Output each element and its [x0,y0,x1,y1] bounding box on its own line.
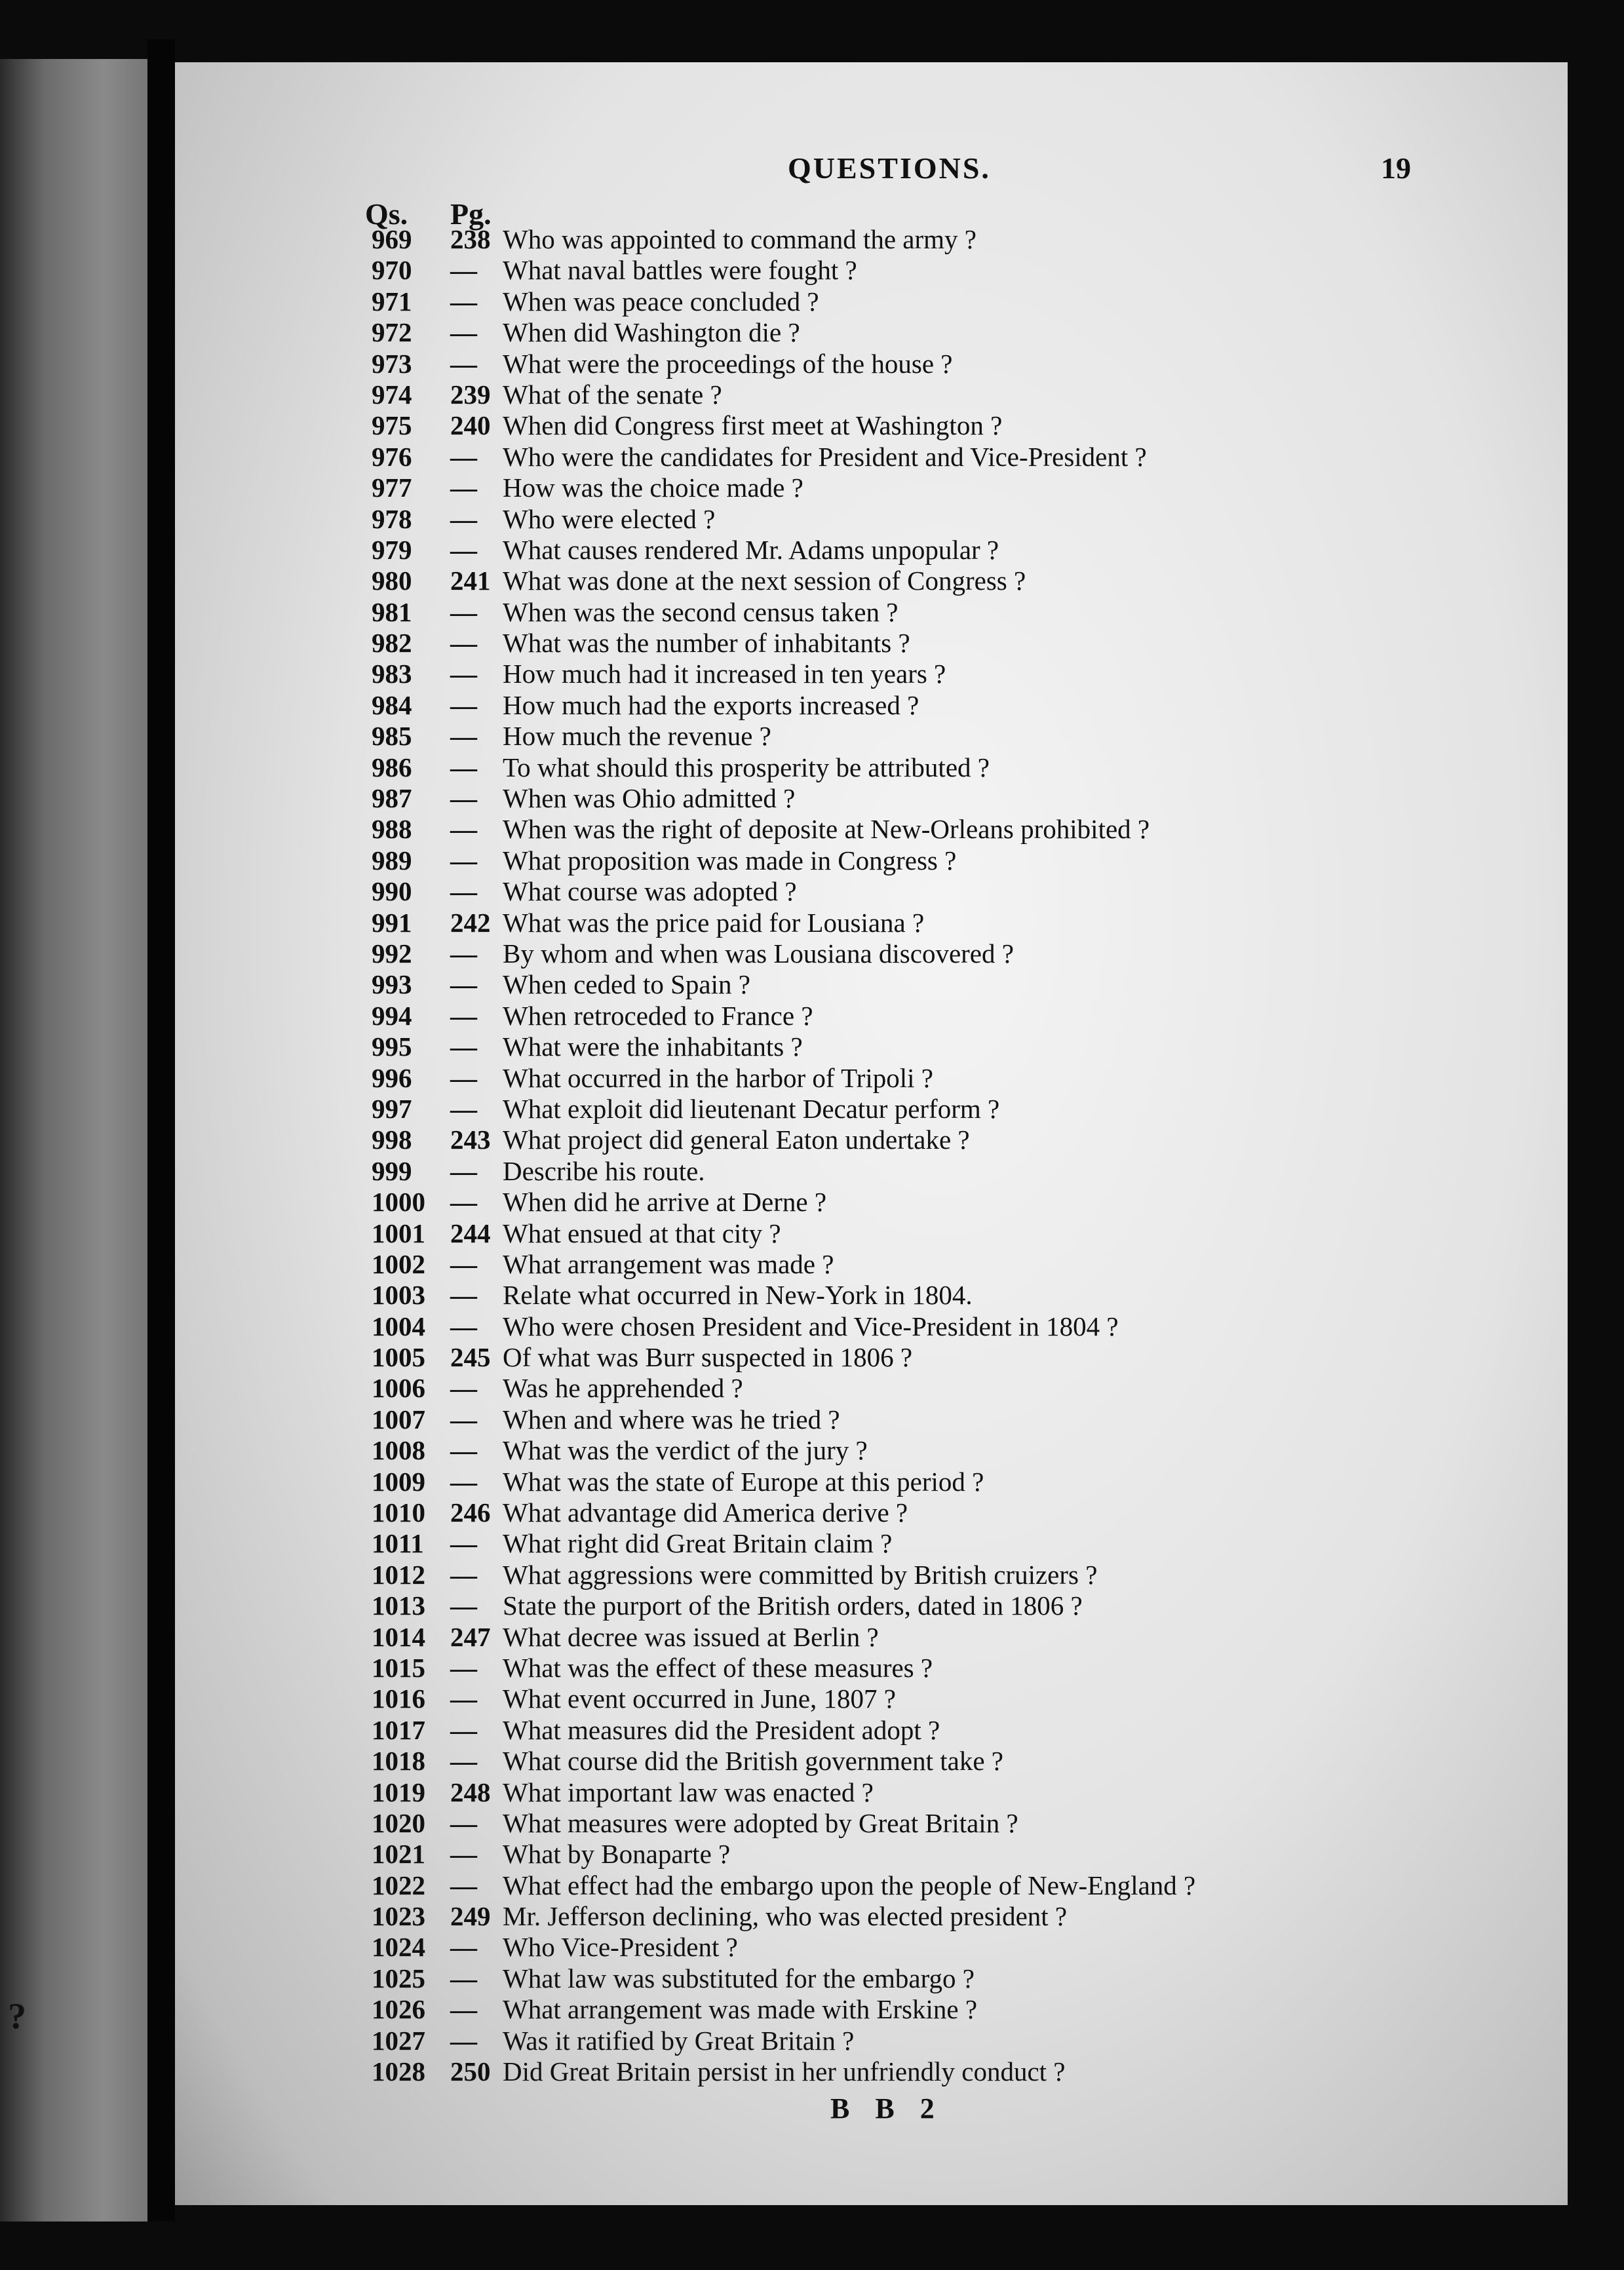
question-row [175,1311,1568,1342]
question-number: 973 [372,348,412,379]
question-number: 1028 [372,2056,425,2087]
page-reference: 244 [450,1218,491,1248]
page-reference: — [450,1311,477,1341]
question-row [175,1031,1568,1062]
page-reference: — [450,1000,477,1031]
question-number: 998 [372,1125,412,1155]
question-text: Who were the candidates for President and Vice-President ? [503,441,1147,472]
question-text: When did he arrive at Derne ? [503,1187,827,1218]
question-row [175,938,1568,969]
question-row [175,504,1568,535]
question-row [175,410,1568,441]
signature-mark: B B 2 [830,2092,944,2125]
question-text: What arrangement was made ? [503,1248,834,1279]
question-number: 970 [372,255,412,286]
question-text: What advantage did America derive ? [503,1497,908,1528]
question-row [175,535,1568,566]
page-reference: 239 [450,379,491,410]
question-text: What important law was enacted ? [503,1777,874,1807]
question-text: What decree was issued at Berlin ? [503,1621,879,1652]
page-reference: 246 [450,1497,491,1528]
question-number: 988 [372,814,412,845]
question-number: 989 [372,845,412,875]
question-number: 984 [372,689,412,720]
question-number: 991 [372,907,412,938]
page-reference: — [450,596,477,627]
question-text: What was the effect of these measures ? [503,1652,933,1683]
question-row [175,1715,1568,1746]
question-text: When retroceded to France ? [503,1000,813,1031]
question-number: 1006 [372,1373,425,1404]
question-text: What was the verdict of the jury ? [503,1435,868,1466]
question-text: What measures were adopted by Great Britain ? [503,1807,1018,1838]
question-number: 1010 [372,1497,425,1528]
question-number: 1014 [372,1621,425,1652]
page-reference: — [450,1652,477,1683]
question-row [175,472,1568,503]
page-number: 19 [1381,151,1411,185]
question-row [175,1001,1568,1031]
question-row [175,876,1568,907]
question-number: 976 [372,441,412,472]
question-number: 1018 [372,1746,425,1777]
question-row [175,1249,1568,1280]
question-text: How much had the exports increased ? [503,689,919,720]
question-row [175,969,1568,1000]
question-text: Who Vice-President ? [503,1932,738,1963]
page-reference: 240 [450,410,491,441]
question-number: 1004 [372,1311,425,1341]
question-text: What proposition was made in Congress ? [503,845,957,875]
question-row [175,1560,1568,1590]
question-text: What aggressions were committed by British cruizers ? [503,1559,1098,1590]
page-reference: — [450,1466,477,1497]
page-reference: — [450,1187,477,1218]
page-reference: — [450,689,477,720]
question-number: 985 [372,721,412,752]
question-number: 983 [372,659,412,689]
question-row [175,1156,1568,1187]
book-spine [147,39,175,2222]
question-number: 1023 [372,1901,425,1932]
question-text: When was the second census taken ? [503,596,899,627]
question-number: 1003 [372,1280,425,1311]
question-text: What law was substituted for the embargo ? [503,1963,975,1993]
page-reference: — [450,659,477,689]
question-number: 971 [372,286,412,317]
page-reference: — [450,1062,477,1093]
question-row [175,1590,1568,1621]
question-number: 1001 [372,1218,425,1248]
page-reference: — [450,1404,477,1434]
page-reference: — [450,1994,477,2025]
page-reference: — [450,472,477,503]
question-text: What effect had the embargo upon the people of New-England ? [503,1870,1196,1900]
question-text: What was the price paid for Lousiana ? [503,907,925,938]
question-text: When did Washington die ? [503,317,800,348]
page-reference: — [450,1435,477,1466]
question-text: Relate what occurred in New-York in 1804. [503,1280,973,1311]
question-number: 1002 [372,1248,425,1279]
question-row [175,1435,1568,1466]
question-text: Did Great Britain persist in her unfriendly conduct ? [503,2056,1066,2087]
page-reference: — [450,286,477,317]
question-row [175,1218,1568,1249]
question-text: Who was appointed to command the army ? [503,224,976,254]
question-row [175,1342,1568,1373]
question-text: What naval battles were fought ? [503,255,857,286]
question-number: 1005 [372,1342,425,1373]
question-row [175,783,1568,814]
question-row [175,1622,1568,1653]
question-number: 1026 [372,1994,425,2025]
page-reference: — [450,1714,477,1745]
page-reference: — [450,628,477,659]
page-reference: — [450,1963,477,1993]
previous-page-mark: ? [8,1996,26,2037]
question-number: 969 [372,224,412,254]
question-row [175,597,1568,628]
page-reference: — [450,876,477,907]
question-row [175,349,1568,379]
question-text: What of the senate ? [503,379,722,410]
page-reference: — [450,938,477,969]
question-row [175,1683,1568,1714]
page-reference: — [450,1248,477,1279]
question-row [175,1932,1568,1963]
question-text: To what should this prosperity be attributed ? [503,752,990,782]
page-reference: 242 [450,907,491,938]
question-number: 1017 [372,1714,425,1745]
question-number: 994 [372,1000,412,1031]
question-number: 995 [372,1031,412,1062]
question-text: When was the right of deposite at New-Orleans prohibited ? [503,814,1150,845]
question-row [175,255,1568,286]
question-text: What course was adopted ? [503,876,797,907]
question-number: 975 [372,410,412,441]
page-reference: 250 [450,2056,491,2087]
question-number: 1008 [372,1435,425,1466]
page-header [175,151,1568,203]
page-reference: — [450,1839,477,1870]
question-row [175,1467,1568,1497]
question-row [175,659,1568,689]
column-header-page: Pg. [450,197,492,231]
page-reference: 245 [450,1342,491,1373]
question-row [175,1497,1568,1528]
question-text: How much the revenue ? [503,721,771,752]
question-row [175,1404,1568,1435]
question-row [175,690,1568,721]
question-row [175,379,1568,410]
question-number: 1000 [372,1187,425,1218]
page-reference: — [450,441,477,472]
question-row [175,1187,1568,1218]
question-number: 1013 [372,1590,425,1621]
question-text: When and where was he tried ? [503,1404,840,1434]
question-row [175,1808,1568,1839]
question-text: How was the choice made ? [503,472,803,503]
page-reference: 243 [450,1125,491,1155]
page-reference: — [450,783,477,814]
question-number: 1022 [372,1870,425,1900]
page-reference: 241 [450,566,491,596]
question-text: When was Ohio admitted ? [503,783,796,814]
question-row [175,814,1568,845]
page-reference: — [450,1031,477,1062]
document-page [175,62,1568,2205]
question-number: 986 [372,752,412,782]
question-text: Who were elected ? [503,503,716,534]
page-reference: — [450,814,477,845]
page-reference: — [450,1746,477,1777]
page-reference: 238 [450,224,491,254]
question-row [175,1901,1568,1932]
question-row [175,1094,1568,1125]
question-text: What measures did the President adopt ? [503,1714,940,1745]
question-row [175,1653,1568,1683]
question-number: 1020 [372,1807,425,1838]
question-text: Was it ratified by Great Britain ? [503,2025,855,2056]
question-text: When did Congress first meet at Washington ? [503,410,1003,441]
question-number: 992 [372,938,412,969]
question-number: 979 [372,534,412,565]
page-reference: — [450,1870,477,1900]
question-number: 1024 [372,1932,425,1963]
question-text: What right did Great Britain claim ? [503,1528,893,1559]
question-number: 999 [372,1155,412,1186]
question-row [175,2026,1568,2056]
question-row [175,224,1568,255]
page-reference: — [450,1559,477,1590]
question-text: Mr. Jefferson declining, who was elected president ? [503,1901,1068,1932]
question-text: What course did the British government take ? [503,1746,1003,1777]
question-text: What was the number of inhabitants ? [503,628,910,659]
page-reference: — [450,845,477,875]
question-row [175,442,1568,472]
page-reference: 248 [450,1777,491,1807]
question-number: 993 [372,969,412,1000]
page-reference: — [450,1373,477,1404]
question-row [175,1063,1568,1094]
page-reference: — [450,348,477,379]
question-text: Who were chosen President and Vice-President in 1804 ? [503,1311,1119,1341]
question-number: 1011 [372,1528,424,1559]
page-reference: — [450,1528,477,1559]
question-text: What was the state of Europe at this period ? [503,1466,984,1497]
question-row [175,1125,1568,1155]
page-title: QUESTIONS. [788,151,991,185]
question-number: 980 [372,566,412,596]
question-row [175,1373,1568,1404]
page-reference: — [450,1280,477,1311]
question-row [175,1870,1568,1901]
question-number: 997 [372,1093,412,1124]
question-row [175,1963,1568,1994]
question-text: What was done at the next session of Congress ? [503,566,1026,596]
page-reference: — [450,1590,477,1621]
question-number: 977 [372,472,412,503]
question-number: 978 [372,503,412,534]
page-reference: — [450,1807,477,1838]
question-text: What occurred in the harbor of Tripoli ? [503,1062,933,1093]
question-text: By whom and when was Lousiana discovered ? [503,938,1014,969]
question-number: 1012 [372,1559,425,1590]
page-reference: — [450,317,477,348]
question-number: 1016 [372,1683,425,1714]
question-number: 987 [372,783,412,814]
page-reference: — [450,503,477,534]
question-number: 1007 [372,1404,425,1434]
question-number: 1015 [372,1652,425,1683]
question-number: 1021 [372,1839,425,1870]
question-text: Describe his route. [503,1155,705,1186]
question-row [175,317,1568,348]
question-text: When ceded to Spain ? [503,969,750,1000]
page-reference: — [450,255,477,286]
question-text: What causes rendered Mr. Adams unpopular ? [503,534,999,565]
question-number: 981 [372,596,412,627]
question-row [175,286,1568,317]
question-text: State the purport of the British orders, dated in 1806 ? [503,1590,1083,1621]
question-text: What exploit did lieutenant Decatur perform ? [503,1093,1000,1124]
question-number: 996 [372,1062,412,1093]
column-header-question-number: Qs. [365,197,408,231]
question-row [175,1280,1568,1311]
question-text: What event occurred in June, 1807 ? [503,1683,896,1714]
question-text: How much had it increased in ten years ? [503,659,946,689]
question-row [175,1528,1568,1559]
question-row [175,908,1568,938]
question-number: 1009 [372,1466,425,1497]
question-row [175,1994,1568,2025]
question-row [175,1839,1568,1870]
question-text: Was he apprehended ? [503,1373,743,1404]
page-reference: — [450,1932,477,1963]
question-list [175,224,1568,2087]
question-row [175,721,1568,752]
question-number: 1027 [372,2025,425,2056]
page-reference: 249 [450,1901,491,1932]
question-number: 1019 [372,1777,425,1807]
question-row [175,845,1568,876]
page-reference: — [450,1155,477,1186]
question-text: What ensued at that city ? [503,1218,781,1248]
page-reference: — [450,752,477,782]
question-number: 972 [372,317,412,348]
question-text: Of what was Burr suspected in 1806 ? [503,1342,913,1373]
question-row [175,628,1568,659]
question-text: What were the proceedings of the house ? [503,348,953,379]
question-text: What by Bonaparte ? [503,1839,731,1870]
question-text: What project did general Eaton undertake ? [503,1125,970,1155]
previous-page-edge [0,59,147,2222]
page-reference: — [450,1683,477,1714]
question-number: 982 [372,628,412,659]
question-number: 990 [372,876,412,907]
question-text: What arrangement was made with Erskine ? [503,1994,978,2025]
question-number: 974 [372,379,412,410]
page-reference: — [450,2025,477,2056]
question-text: What were the inhabitants ? [503,1031,803,1062]
question-row [175,1746,1568,1777]
page-reference: 247 [450,1621,491,1652]
page-reference: — [450,969,477,1000]
question-row [175,752,1568,783]
question-row [175,2056,1568,2087]
question-row [175,566,1568,596]
question-text: When was peace concluded ? [503,286,819,317]
page-reference: — [450,534,477,565]
page-reference: — [450,1093,477,1124]
question-row [175,1777,1568,1808]
question-number: 1025 [372,1963,425,1993]
page-reference: — [450,721,477,752]
